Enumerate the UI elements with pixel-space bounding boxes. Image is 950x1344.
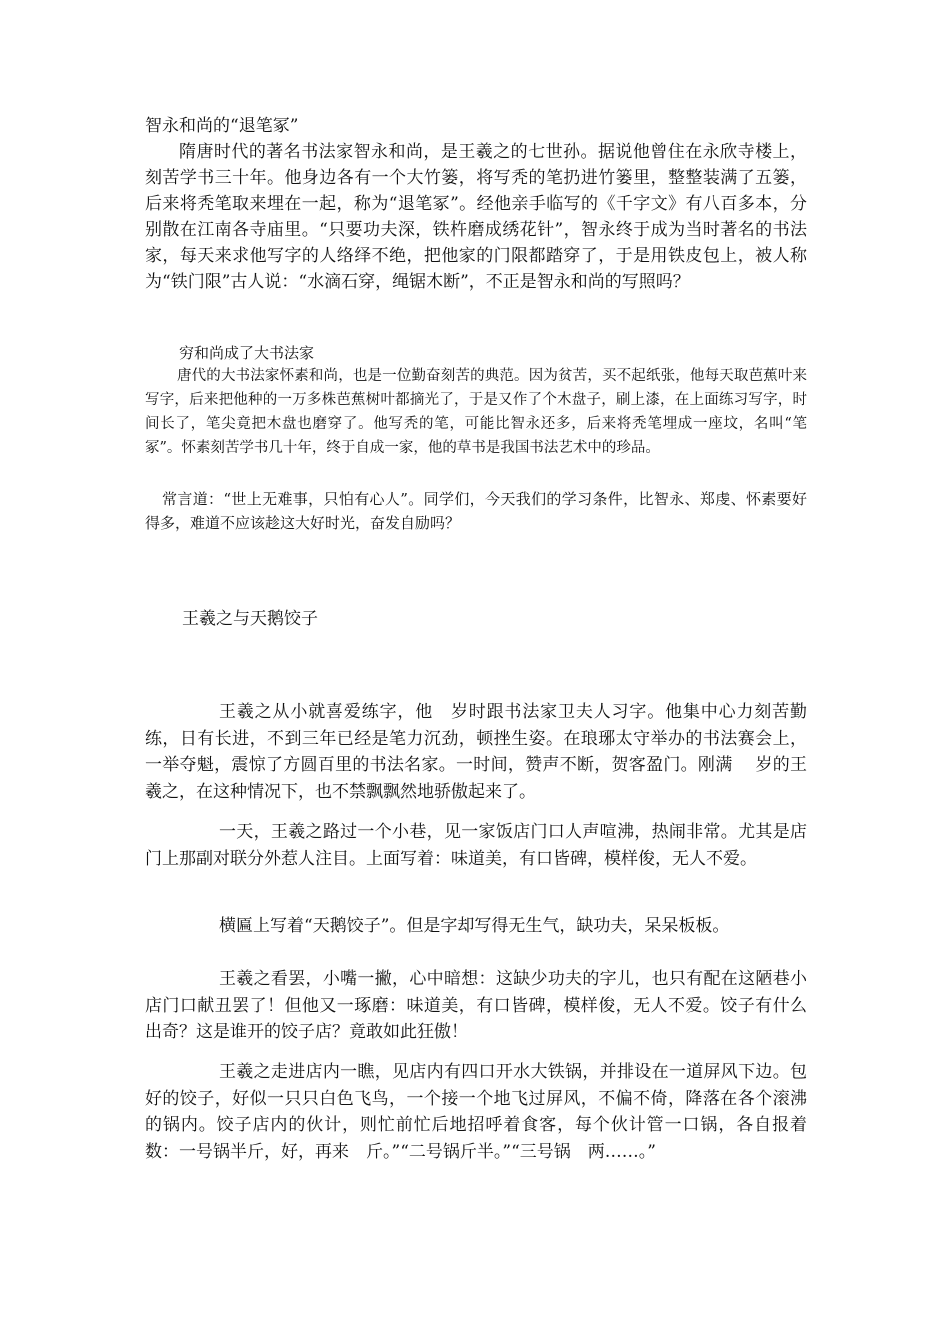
paragraph-wangxizhi-3: 横匾上写着“天鹅饺子”。但是字却写得无生气，缺功夫，呆呆板板。 xyxy=(219,916,730,936)
paragraph-wangxizhi-1: 王羲之从小就喜爱练字，他 岁时跟书法家卫夫人习字。他集中心力刻苦勤练，日有长进，不到三年已经是笔力沉劲，顿挫生姿。在琅琊太守举办的书法赛会上，一举夺魁，震惊了方圆百里的书法名家。一时间，赞声不断，贺客盈门。刚满 岁的王羲之，在这种情况下，也不禁飘飘然地骄傲起来了。 xyxy=(145,702,807,802)
section-title-zhiyong: 智永和尚的“退笔冢” xyxy=(145,116,299,136)
paragraph-closing: 常言道：“世上无难事，只怕有心人”。同学们，今天我们的学习条件，比智永、郑虔、怀素要好得多，难道不应该趁这大好时光，奋发自励吗？ xyxy=(145,490,807,532)
paragraph-wangxizhi-4: 王羲之看罢，小嘴一撇，心中暗想：这缺少功夫的字儿，也只有配在这陋巷小店门口献丑罢了！但他又一琢磨：味道美，有口皆碑，模样俊，无人不爱。饺子有什么出奇？这是谁开的饺子店？竟敢如此狂傲！ xyxy=(145,969,807,1042)
paragraph-wangxizhi-5: 王羲之走进店内一瞧，见店内有四口开水大铁锅，并排设在一道屏风下边。包好的饺子，好似一只只白色飞鸟，一个接一个地飞过屏风，不偏不倚，降落在各个滚沸的锅内。饺子店内的伙计，则忙前忙后地招呼着食客，每个伙计管一口锅，各自报着数：一号锅半斤，好，再来 斤。”“二号锅斤半。”“三号锅 两……。” xyxy=(145,1062,807,1162)
section-title-huaisu: 穷和尚成了大书法家 xyxy=(179,344,315,362)
paragraph-zhiyong: 隋唐时代的著名书法家智永和尚，是王羲之的七世孙。据说他曾住在永欣寺楼上，刻苦学书三十年。他身边各有一个大竹篓，将写秃的笔扔进竹篓里，整整装满了五篓，后来将秃笔取来埋在一起，称为“退笔冢”。经他亲手临写的《千字文》有八百多本，分别散在江南各寺庙里。“只要功夫深，铁杵磨成绣花针”，智永终于成为当时著名的书法家，每天来求他写字的人络绎不绝，把他家的门限都踏穿了，于是用铁皮包上，被人称为“铁门限”古人说：“水滴石穿，绳锯木断”，不正是智永和尚的写照吗？ xyxy=(145,142,807,292)
paragraph-wangxizhi-2: 一天，王羲之路过一个小巷，见一家饭店门口人声喧沸，热闹非常。尤其是店门上那副对联分外惹人注目。上面写着：味道美，有口皆碑，模样俊，无人不爱。 xyxy=(145,822,807,869)
section-title-wangxizhi: 王羲之与天鹅饺子 xyxy=(182,609,318,629)
paragraph-huaisu: 唐代的大书法家怀素和尚，也是一位勤奋刻苦的典范。因为贫苦，买不起纸张，他每天取芭蕉叶来写字，后来把他种的一万多株芭蕉树叶都摘光了，于是又作了个木盘子，刷上漆，在上面练习写字，时间长了，笔尖竟把木盘也磨穿了。他写秃的笔，可能比智永还多，后来将秃笔埋成一座坟，名叫“笔冢”。怀素刻苦学书几十年，终于自成一家，他的草书是我国书法艺术中的珍品。 xyxy=(145,368,807,456)
